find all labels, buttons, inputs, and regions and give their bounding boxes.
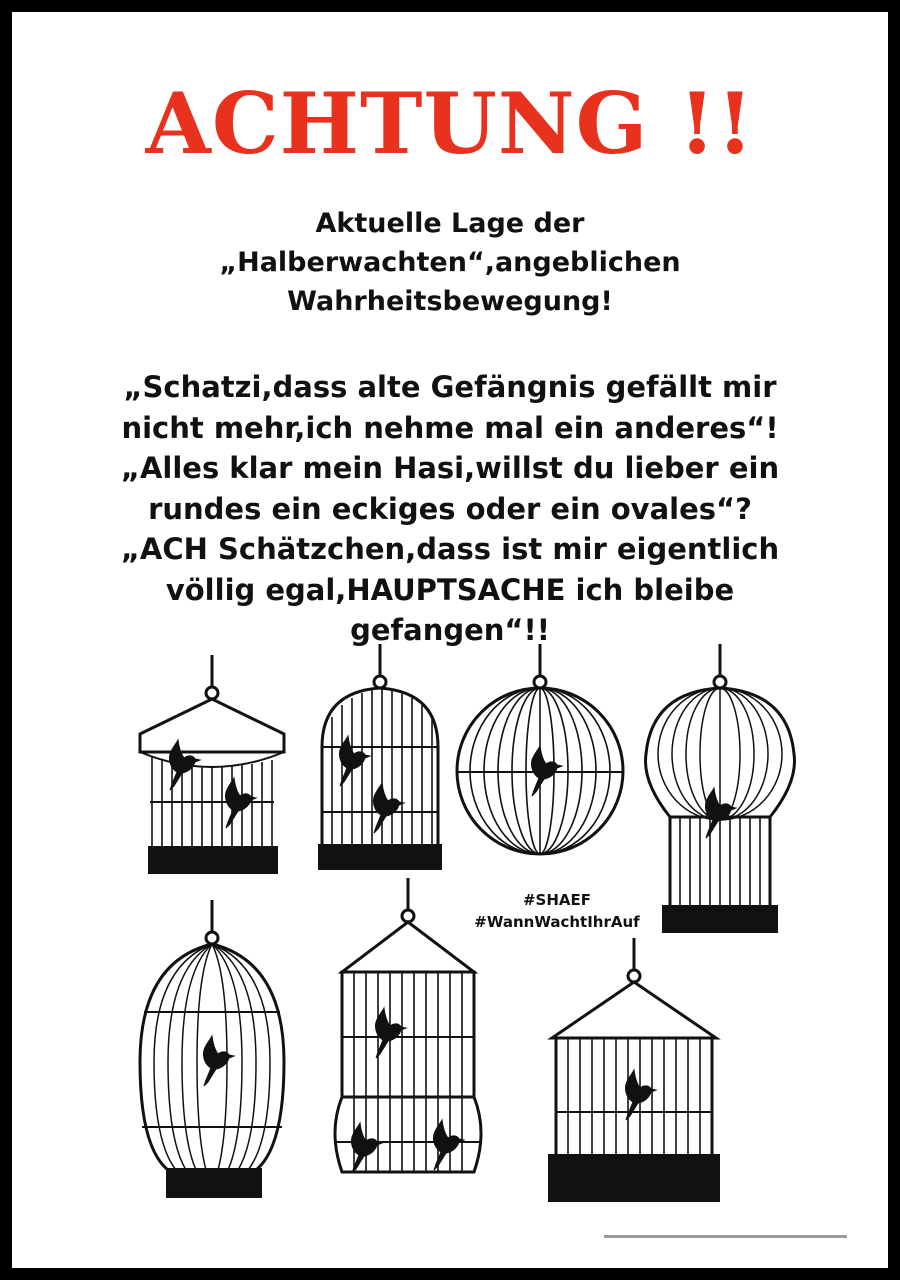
hashtag: #SHAEF: [522, 891, 592, 909]
hashtags: [432, 889, 682, 933]
birdcage-icon: [457, 644, 623, 854]
birdcage-icon: [140, 900, 284, 1198]
quote-line: „Alles klar mein Hasi,willst du lieber ein: [120, 451, 780, 485]
quote-line: gefangen“!!: [350, 613, 550, 647]
subtitle-line: „Halberwachten“,angeblichen: [219, 247, 681, 278]
birdcage-icon: [140, 655, 284, 874]
quote-line: „Schatzi,dass alte Gefängnis gefällt mir: [123, 370, 777, 404]
poster-title: ACHTUNG !!: [145, 74, 755, 173]
quote-line: nicht mehr,ich nehme mal ein anderes“!: [121, 410, 779, 445]
poster-page: [12, 12, 888, 1268]
quote-line: „ACH Schätzchen,dass ist mir eigentlich: [120, 532, 780, 566]
birdcage-illustration: [12, 12, 888, 1268]
birdcage-icon: [548, 938, 720, 1202]
subtitle-line: Aktuelle Lage der: [315, 208, 585, 239]
subtitle-line: Wahrheitsbewegung!: [287, 286, 613, 317]
hashtag: #WannWachtIhrAuf: [474, 913, 640, 931]
footer-divider: [604, 1235, 847, 1238]
birdcage-icon: [318, 644, 442, 870]
quote-line: rundes ein eckiges oder ein ovales“?: [148, 491, 752, 526]
quote-line: völlig egal,HAUPTSACHE ich bleibe: [165, 572, 735, 607]
